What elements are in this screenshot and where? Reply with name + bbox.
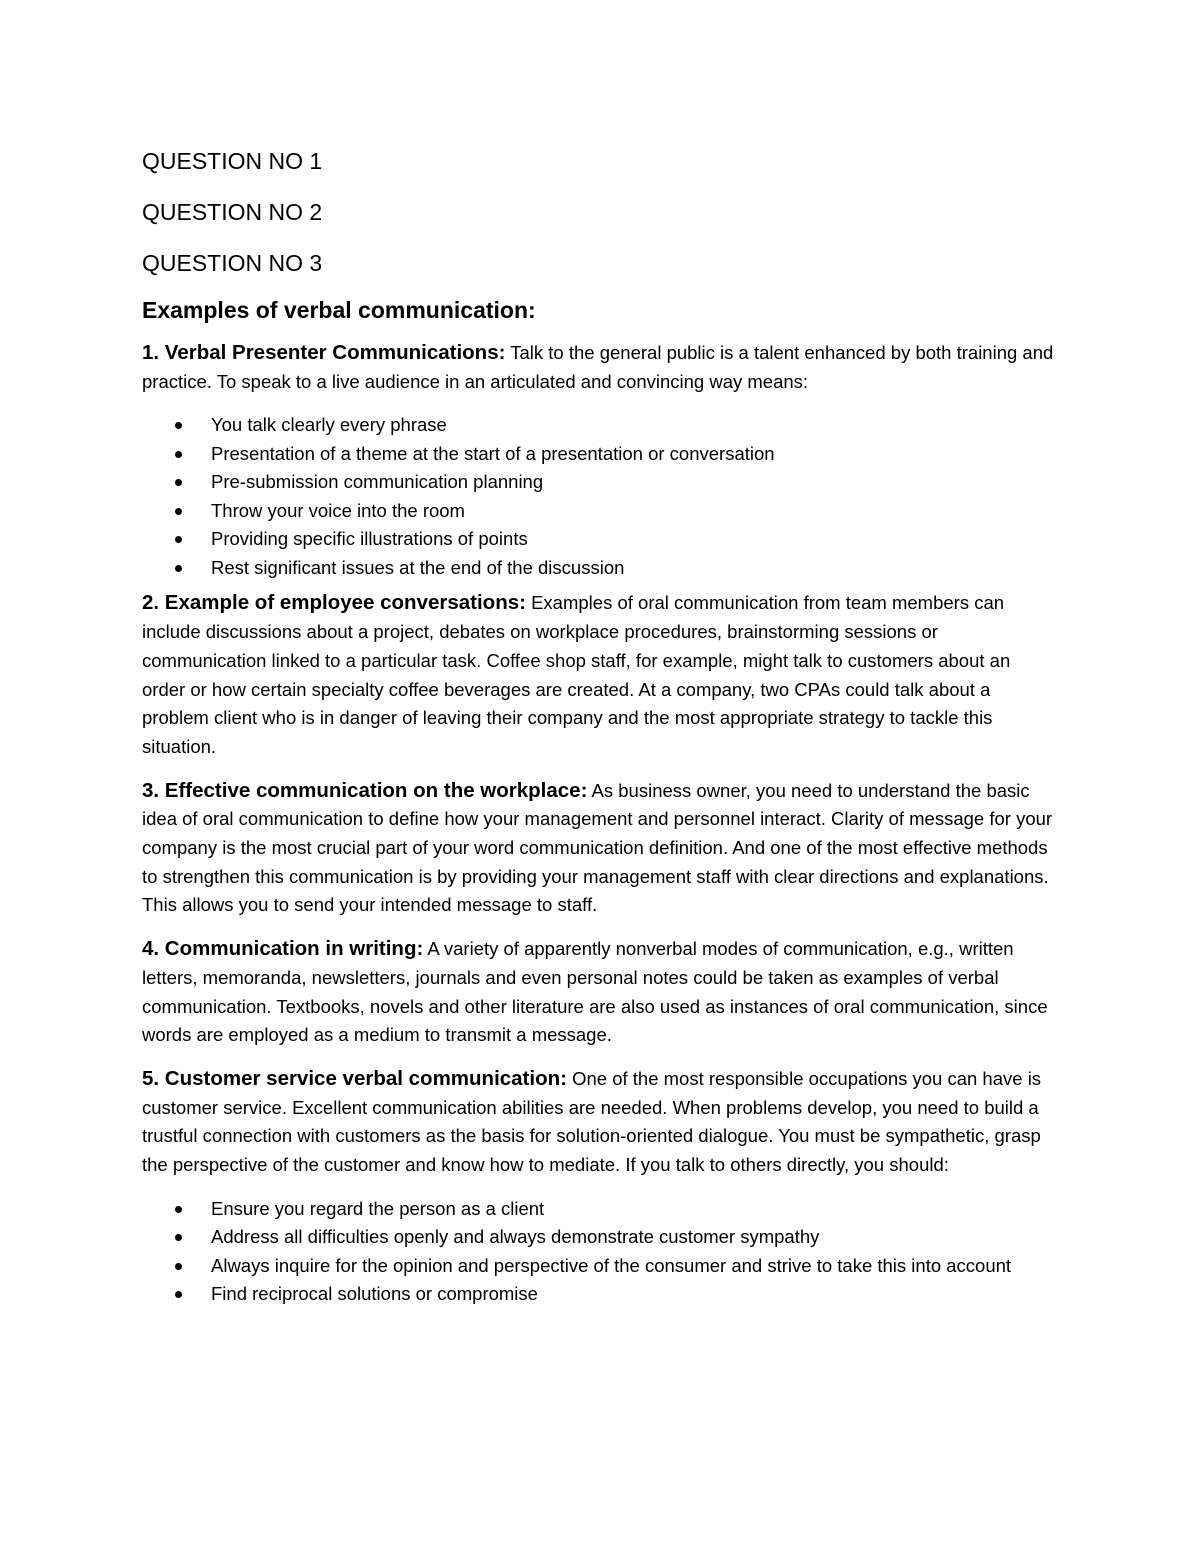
bullet-icon	[175, 565, 182, 572]
item-1-heading: 1. Verbal Presenter Communications:	[142, 341, 506, 364]
item-4-heading: 4. Communication in writing:	[142, 937, 424, 961]
list-item	[142, 497, 1057, 526]
item-4-paragraph	[142, 935, 1057, 1050]
list-item-text: Find reciprocal solutions or compromise	[211, 1283, 538, 1305]
question-heading-3: QUESTION NO 3	[142, 250, 323, 276]
list-item	[142, 1252, 1057, 1281]
list-item-text: Rest significant issues at the end of the discussion	[211, 556, 625, 578]
list-item	[142, 1195, 1057, 1224]
item-2-text: Examples of oral communication from team members can include discussions about a project, debates on workplace procedures, brainstorming sessions or communication linked to a particular task. Coffee shop staff, for example, might talk to customers about an order or how certain specialty coffee beverages are created. At a company, two CPAs could talk about a problem client who is in danger of leaving their company and the most appropriate strategy to tackle this situation.	[142, 592, 1011, 757]
list-item-text: Ensure you regard the person as a client	[211, 1197, 545, 1219]
item-5-heading: 5. Customer service verbal communication:	[142, 1066, 567, 1090]
bullet-icon	[175, 1206, 182, 1213]
bullet-icon	[175, 479, 182, 486]
question-heading-2: QUESTION NO 2	[142, 199, 323, 225]
list-item-text: Throw your voice into the room	[211, 499, 465, 521]
list-item-text: Always inquire for the opinion and perspective of the consumer and strive to take this into account	[211, 1254, 1012, 1276]
item-3-heading: 3. Effective communication on the workplace:	[142, 778, 588, 802]
list-item	[142, 1280, 1057, 1309]
list-item-text: Address all difficulties openly and always demonstrate customer sympathy	[211, 1226, 820, 1248]
bullet-icon	[175, 1263, 182, 1270]
bullet-icon	[175, 1234, 182, 1241]
list-item	[142, 440, 1057, 469]
item-4-text: A variety of apparently nonverbal modes of communication, e.g., written letters, memoranda, newsletters, journals and even personal notes could be taken as examples of verbal communication. Textbooks, novels and other literature are also used as instances of oral communication, since words are employed as a medium to transmit a message.	[142, 938, 1048, 1046]
bullet-icon	[175, 1291, 182, 1298]
item-1-text: Talk to the general public is a talent enhanced by both training and practice. To speak to a live audience in an articulated and convincing way means:	[142, 342, 1054, 392]
list-item-text: Providing specific illustrations of points	[211, 528, 528, 550]
bullet-icon	[175, 451, 182, 458]
item-3-paragraph	[142, 777, 1057, 921]
list-item	[142, 1223, 1057, 1252]
document-content	[142, 142, 1057, 1316]
item-5-paragraph	[142, 1065, 1057, 1180]
item-5-text: One of the most responsible occupations you can have is customer service. Excellent communication abilities are needed. When problems develop, you need to build a trustful connection with customers as the basis for solution-oriented dialogue. You must be sympathetic, grasp the perspective of the customer and know how to mediate. If you talk to others directly, you should:	[142, 1067, 1042, 1176]
list-item	[142, 468, 1057, 497]
item-3-text: As business owner, you need to understand the basic idea of oral communication to define how your management and personnel interact. Clarity of message for your company is the most crucial part of your word communication definition. And one of the most effective methods to strengthen this communication is by providing your management staff with clear directions and explanations. This allows you to send your intended message to staff.	[142, 779, 1053, 916]
item-2-paragraph	[142, 589, 1057, 761]
list-item	[142, 411, 1057, 440]
list-item	[142, 525, 1057, 554]
list-item-text: Pre-submission communication planning	[211, 471, 544, 493]
question-heading-1: QUESTION NO 1	[142, 148, 323, 174]
list-item-text: Presentation of a theme at the start of a presentation or conversation	[211, 442, 775, 464]
bullet-icon	[175, 536, 182, 543]
bullet-icon	[175, 508, 182, 515]
list-item-text: You talk clearly every phrase	[211, 414, 447, 436]
item-1-paragraph	[142, 339, 1057, 396]
list-item	[142, 554, 1057, 583]
section-title: Examples of verbal communication:	[142, 297, 536, 323]
item-1-bullet-list	[142, 411, 1057, 582]
item-5-bullet-list	[142, 1195, 1057, 1309]
bullet-icon	[175, 422, 182, 429]
item-2-heading: 2. Example of employee conversations:	[142, 591, 526, 615]
